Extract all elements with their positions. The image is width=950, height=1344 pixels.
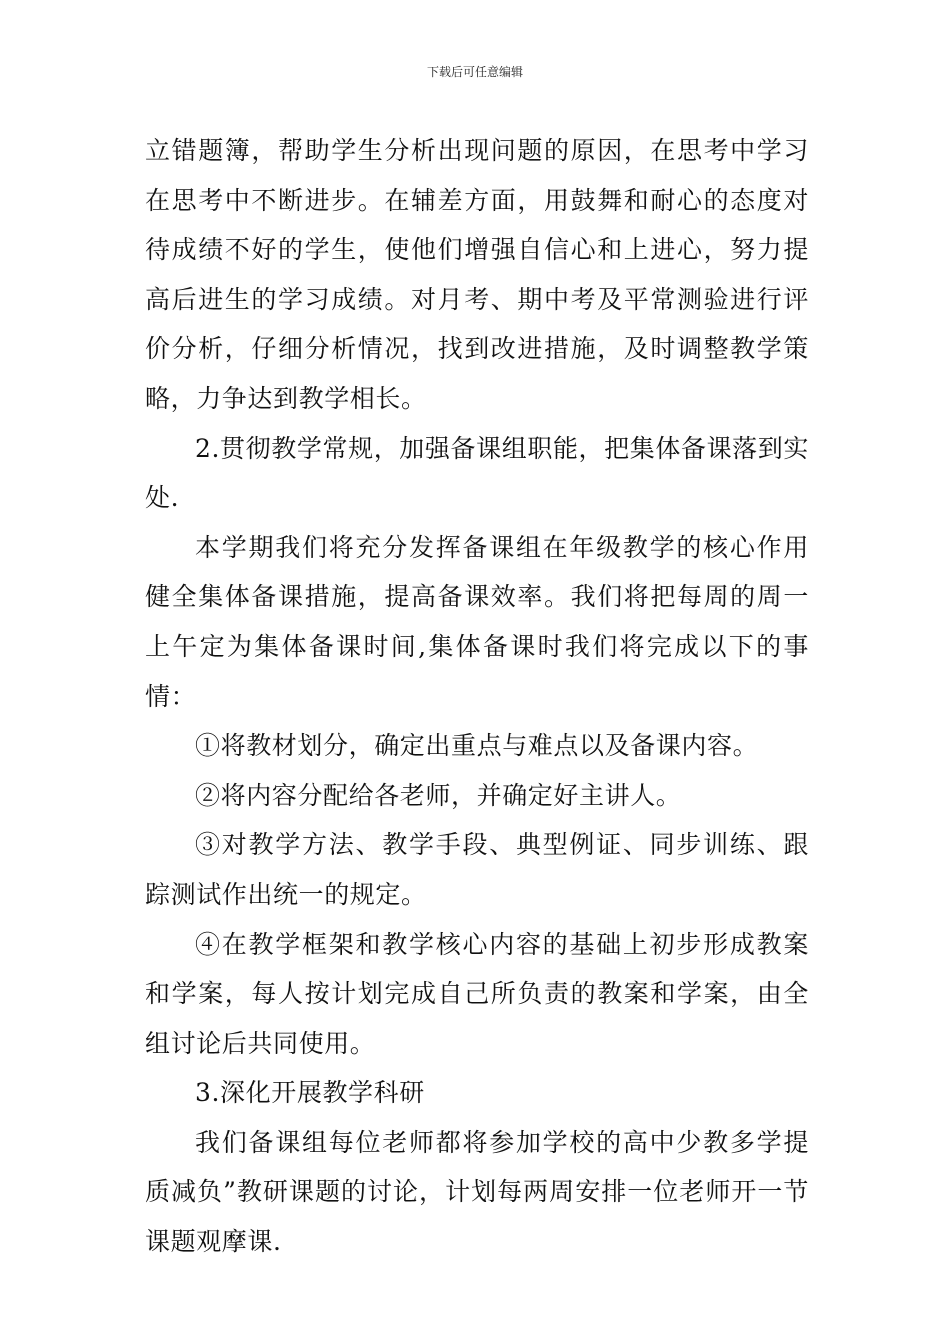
document-body: [145, 126, 809, 1267]
list-item-2: ②将内容分配给各老师，并确定好主讲人。: [195, 780, 682, 810]
paragraph-continuation: 立错题簿，帮助学生分析出现问题的原因，在思考中学习在思考中不断进步。在辅差方面，用鼓舞和耐心的态度对待成绩不好的学生，使他们增强自信心和上进心，努力提高后进生的学习成绩。对月考、期中考及平常测验进行评价分析，仔细分析情况，找到改进措施，及时调整教学策略，力争达到教学相长。: [145, 136, 809, 413]
list-item-4: ④在教学框架和教学核心内容的基础上初步形成教案和学案，每人按计划完成自己所负责的教案和学案，由全组讨论后共同使用。: [145, 929, 809, 1058]
page-header: 下载后可任意编辑: [426, 65, 523, 79]
paragraph-heading-3: 3.深化开展教学科研: [195, 1078, 425, 1108]
paragraph-collective-prep: 本学期我们将充分发挥备课组在年级教学的核心作用健全集体备课措施，提高备课效率。我们将把每周的周一上午定为集体备课时间,集体备课时我们将完成以下的事情：: [145, 532, 809, 711]
list-item-1: ①将教材划分，确定出重点与难点以及备课内容。: [195, 731, 759, 761]
paragraph-research: 我们备课组每位老师都将参加学校的高中少教多学提质减负”教研课题的讨论，计划每两周安排一位老师开一节课题观摩课.: [145, 1127, 809, 1257]
paragraph-heading-2: 2.贯彻教学常规，加强备课组职能，把集体备课落到实处.: [145, 433, 809, 513]
list-item-3: ③对教学方法、教学手段、典型例证、同步训练、跟踪测试作出统一的规定。: [145, 830, 809, 909]
